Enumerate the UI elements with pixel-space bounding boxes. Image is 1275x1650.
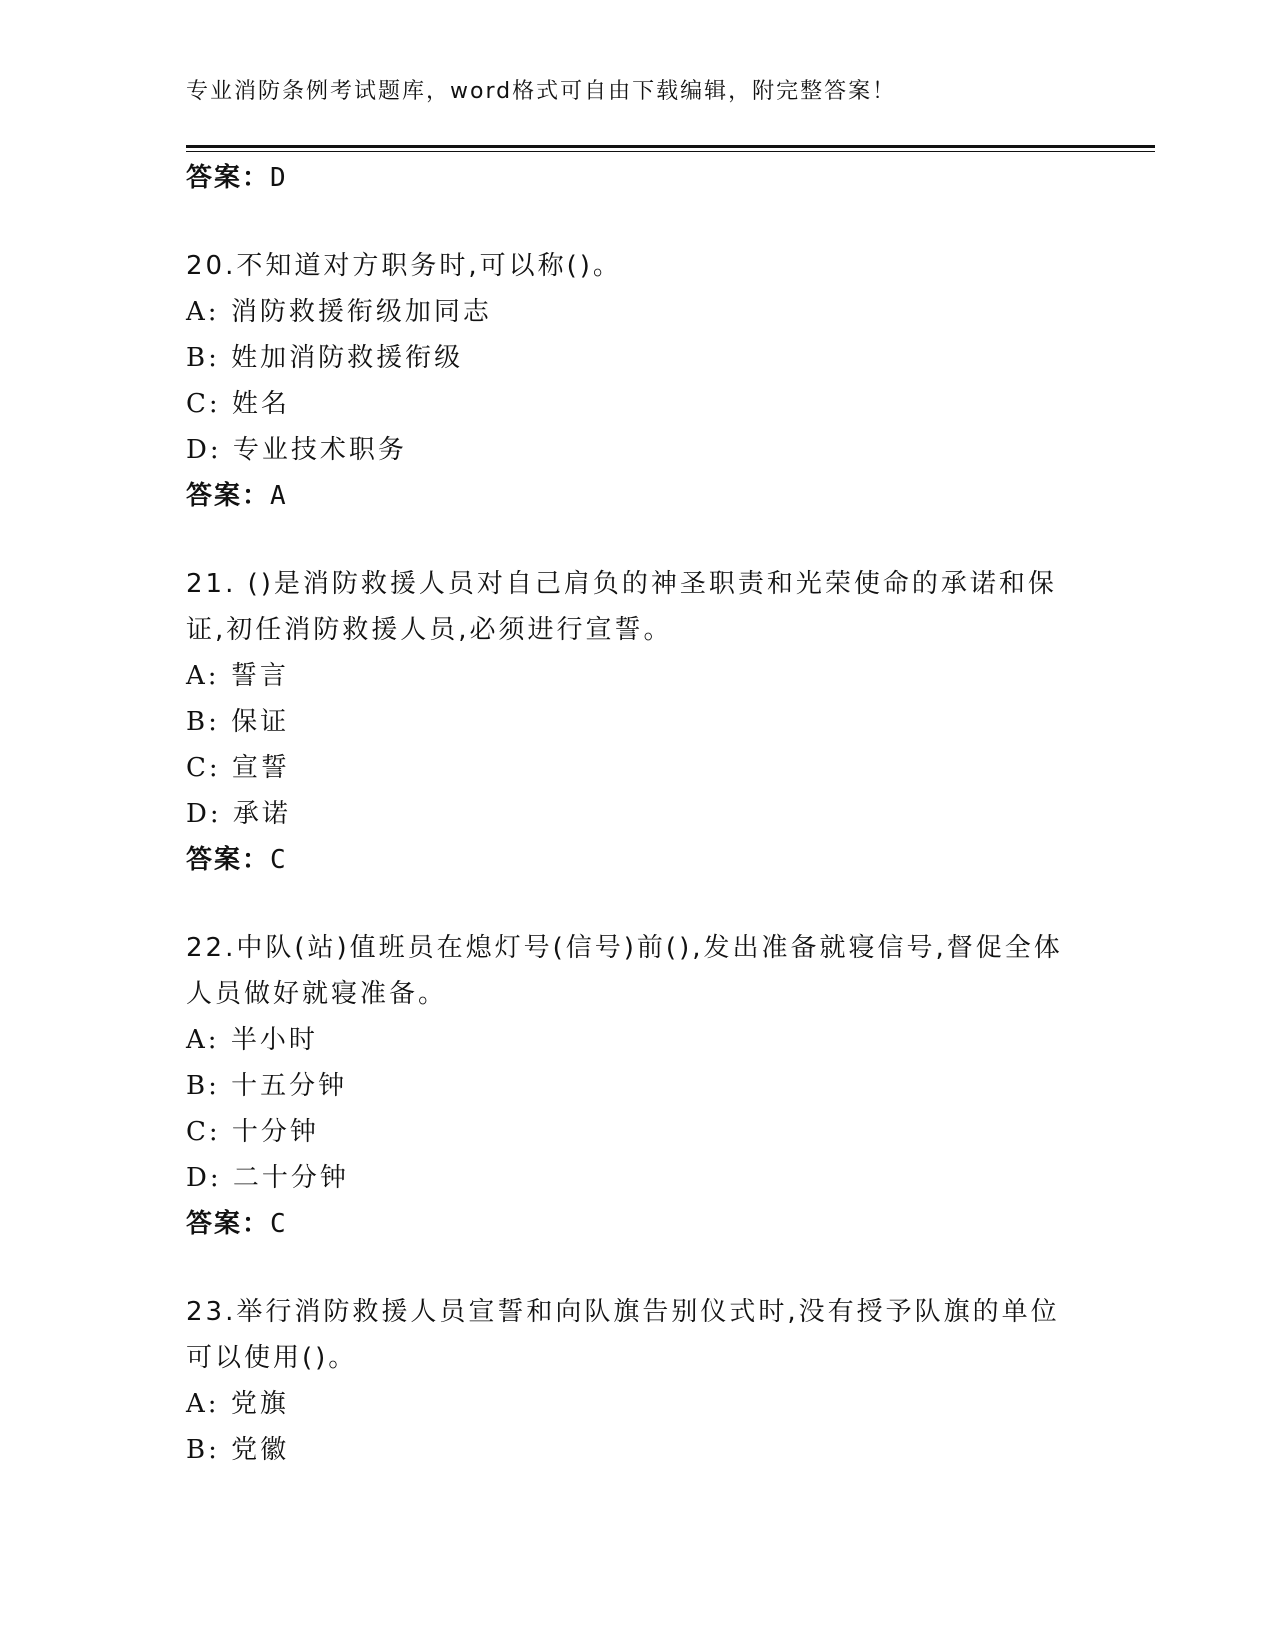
- question-text: 22.中队(站)值班员在熄灯号(信号)前(),发出准备就寝信号,督促全体: [186, 933, 1063, 963]
- option-key: D:: [186, 1163, 222, 1193]
- option-key: C:: [186, 753, 221, 783]
- option-line: [186, 699, 1086, 745]
- option-line: [186, 335, 1086, 381]
- option-line: [186, 427, 1086, 473]
- answer-value: C: [270, 1209, 288, 1239]
- option-key: C:: [186, 389, 221, 419]
- question-text: 21. ()是消防救援人员对自己肩负的神圣职责和光荣使命的承诺和保: [186, 569, 1057, 599]
- option-line: [186, 1427, 1086, 1473]
- option-key: D:: [186, 799, 222, 829]
- answer-value: D: [270, 163, 288, 193]
- option-line: [186, 1017, 1086, 1063]
- option-line: [186, 745, 1086, 791]
- option-key: B:: [186, 343, 220, 373]
- answer-label: 答案：: [186, 163, 271, 193]
- option-text: 二十分钟: [232, 1163, 349, 1193]
- option-line: [186, 653, 1086, 699]
- option-text: 半小时: [230, 1025, 318, 1055]
- answer-line: [186, 473, 1086, 519]
- question-block: [186, 925, 1086, 1247]
- option-line: [186, 791, 1086, 837]
- answer-label: 答案：: [186, 481, 271, 511]
- page-header: 专业消防条例考试题库，word格式可自由下载编辑，附完整答案！: [186, 79, 897, 104]
- question-list: [186, 243, 1086, 1473]
- question-text: 证,初任消防救援人员,必须进行宣誓。: [186, 615, 673, 645]
- option-key: D:: [186, 435, 222, 465]
- option-text: 宣誓: [231, 753, 290, 783]
- option-key: B:: [186, 1435, 220, 1465]
- option-text: 誓言: [230, 661, 289, 691]
- question-text: 人员做好就寝准备。: [186, 979, 448, 1009]
- option-line: [186, 1109, 1086, 1155]
- option-key: B:: [186, 1071, 220, 1101]
- option-text: 消防救援衔级加同志: [230, 297, 492, 327]
- option-text: 党旗: [230, 1389, 289, 1419]
- option-text: 十分钟: [231, 1117, 319, 1147]
- question-text: 20.不知道对方职务时,可以称()。: [186, 251, 622, 281]
- header-rule-thick: [186, 145, 1155, 148]
- option-text: 姓加消防救援衔级: [231, 343, 464, 373]
- option-key: C:: [186, 1117, 221, 1147]
- option-text: 十五分钟: [231, 1071, 348, 1101]
- option-line: [186, 1155, 1086, 1201]
- question-block: [186, 243, 1086, 519]
- option-key: A:: [186, 661, 220, 691]
- option-line: [186, 1063, 1086, 1109]
- question-block: [186, 1289, 1086, 1473]
- option-text: 姓名: [231, 389, 290, 419]
- option-key: A:: [186, 1389, 220, 1419]
- option-key: B:: [186, 707, 220, 737]
- question-text: 23.举行消防救援人员宣誓和向队旗告别仪式时,没有授予队旗的单位: [186, 1297, 1060, 1327]
- answer-value: A: [270, 481, 288, 511]
- question-text: 可以使用()。: [186, 1343, 358, 1373]
- answer-line: [186, 1201, 1086, 1247]
- option-text: 专业技术职务: [232, 435, 407, 465]
- option-line: [186, 1381, 1086, 1427]
- option-line: [186, 289, 1086, 335]
- option-text: 保证: [231, 707, 290, 737]
- option-key: A:: [186, 1025, 220, 1055]
- header-rule-thin: [186, 151, 1155, 152]
- answer-label: 答案：: [186, 1209, 271, 1239]
- option-line: [186, 381, 1086, 427]
- option-key: A:: [186, 297, 220, 327]
- answer-value: C: [270, 845, 288, 875]
- answer-line: [186, 155, 1086, 201]
- option-text: 承诺: [232, 799, 291, 829]
- document-body: [186, 155, 1086, 1473]
- question-block: [186, 561, 1086, 883]
- option-text: 党徽: [231, 1435, 290, 1465]
- answer-label: 答案：: [186, 845, 271, 875]
- answer-line: [186, 837, 1086, 883]
